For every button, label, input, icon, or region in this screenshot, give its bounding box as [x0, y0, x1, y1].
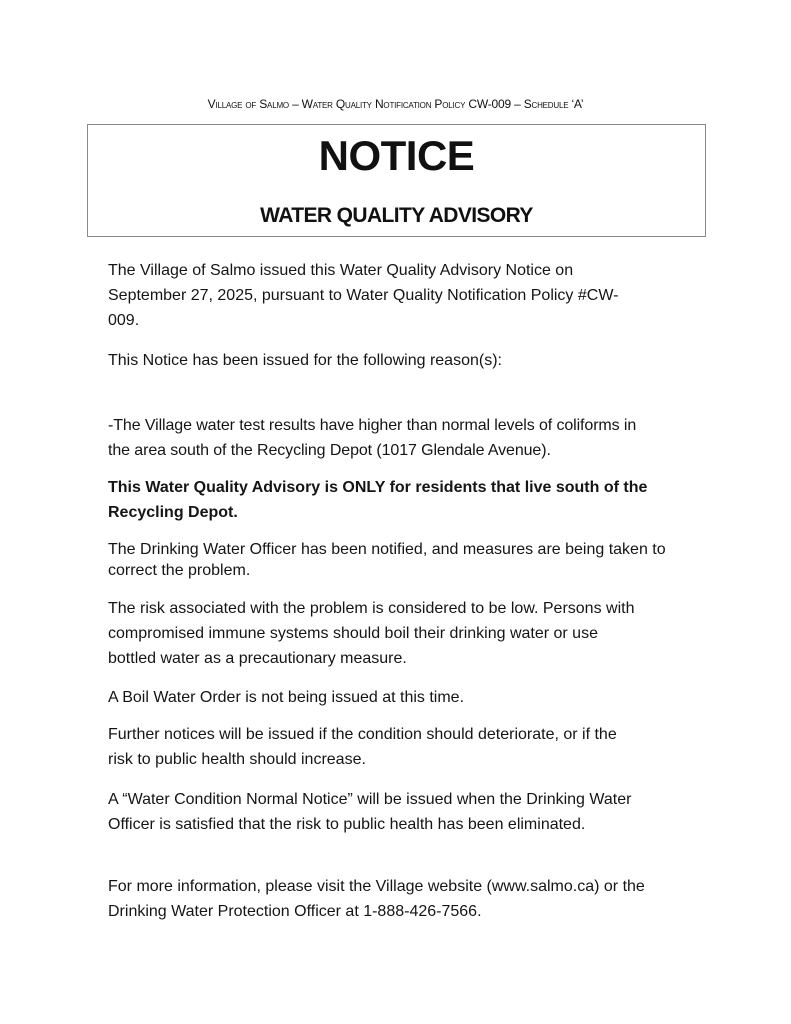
further-line: Further notices will be issued if the condition should deteriorate, or if the	[108, 726, 617, 743]
reason-line: the area south of the Recycling Depot (1017 Glendale Avenue).	[108, 442, 551, 459]
intro-line: September 27, 2025, pursuant to Water Quality Notification Policy #CW-	[108, 287, 619, 304]
info-line: For more information, please visit the Village website (www.salmo.ca) or the	[108, 878, 645, 895]
risk-line: The risk associated with the problem is considered to be low. Persons with	[108, 600, 635, 617]
boil-order-paragraph: A Boil Water Order is not being issued at this time.	[108, 689, 465, 706]
info-line: Drinking Water Protection Officer at 1-888-426-7566.	[108, 903, 482, 920]
normal-line: A “Water Condition Normal Notice” will be issued when the Drinking Water	[108, 791, 632, 808]
officer-paragraph	[108, 539, 698, 581]
intro-line: The Village of Salmo issued this Water Quality Advisory Notice on	[108, 262, 574, 279]
scope-line: This Water Quality Advisory is ONLY for residents that live south of the	[108, 479, 648, 496]
officer-line: correct the problem.	[108, 562, 251, 579]
further-line: risk to public health should increase.	[108, 751, 366, 768]
policy-header-text: Village of Salmo – Water Quality Notification Policy CW-009 – Schedule ‘A’	[207, 97, 584, 111]
reason-paragraph	[108, 413, 708, 463]
notice-title-box	[87, 124, 706, 237]
policy-header	[0, 97, 791, 111]
reason-line: -The Village water test results have higher than normal levels of coliforms in	[108, 417, 637, 434]
normal-line: Officer is satisfied that the risk to public health has been eliminated.	[108, 816, 586, 833]
risk-paragraph	[108, 596, 698, 671]
info-paragraph	[108, 874, 698, 924]
officer-line: The Drinking Water Officer has been notified, and measures are being taken to	[108, 541, 666, 558]
intro-line: 009.	[108, 312, 140, 329]
risk-line: compromised immune systems should boil their drinking water or use	[108, 625, 598, 642]
scope-line: Recycling Depot.	[108, 504, 238, 521]
further-paragraph	[108, 722, 698, 772]
reasons-intro: This Notice has been issued for the following reason(s):	[108, 352, 502, 369]
normal-notice-paragraph	[108, 787, 698, 837]
notice-title: NOTICE	[318, 132, 475, 179]
scope-paragraph	[108, 475, 698, 525]
notice-subtitle: WATER QUALITY ADVISORY	[260, 204, 533, 227]
risk-line: bottled water as a precautionary measure.	[108, 650, 407, 667]
intro-paragraph	[108, 258, 698, 333]
